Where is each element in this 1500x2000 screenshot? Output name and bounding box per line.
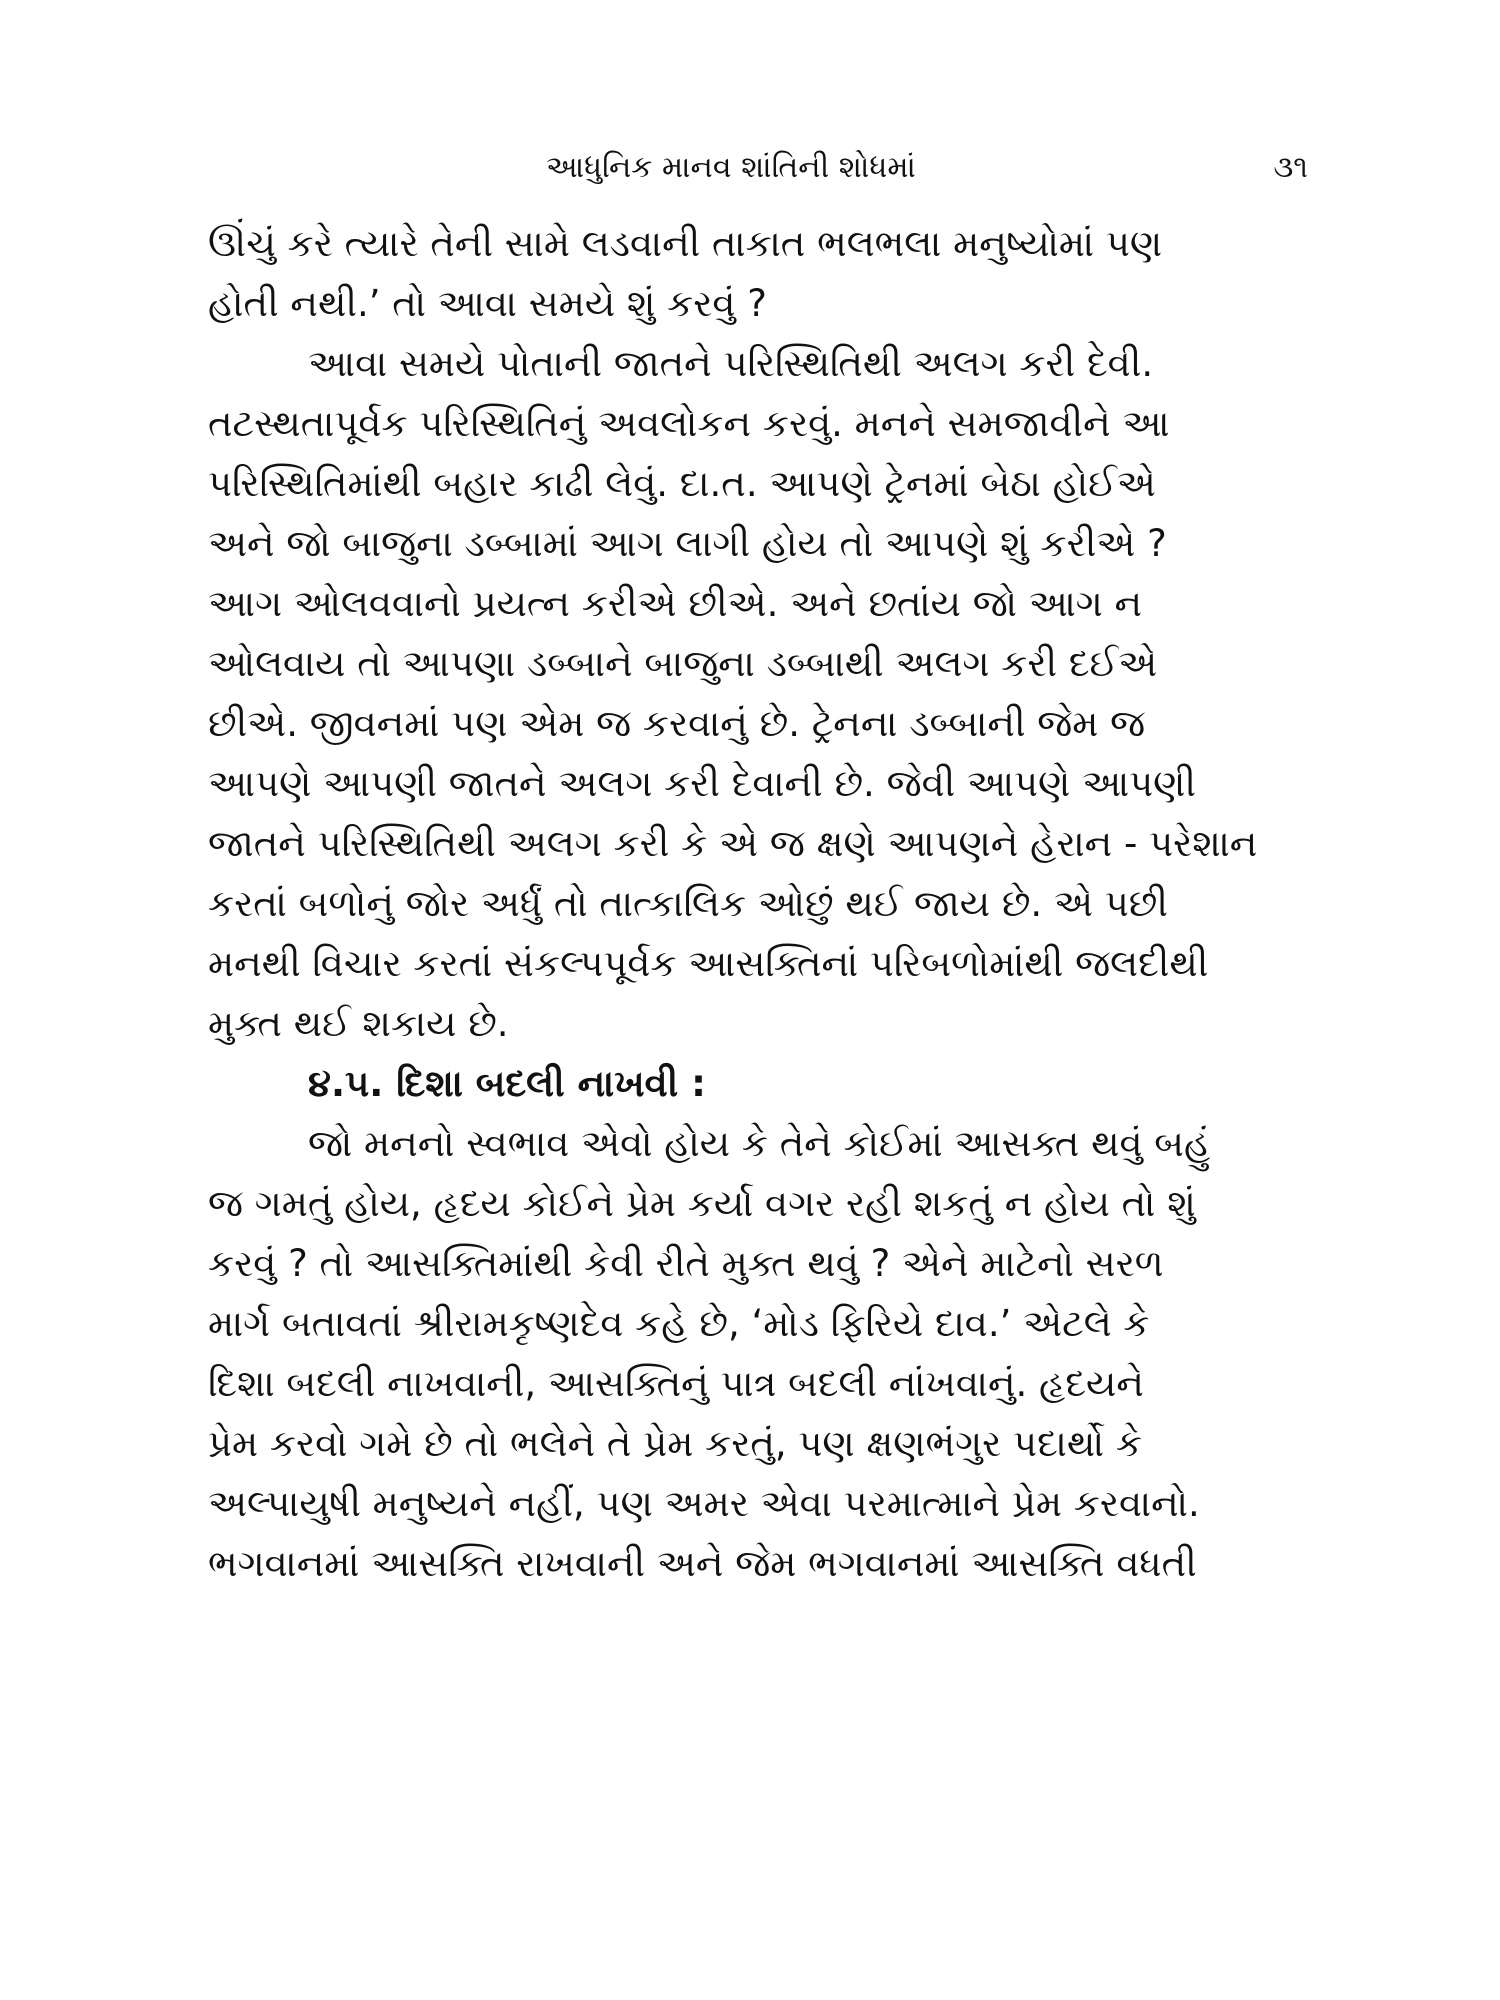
text-line: ભગવાનમાં આસક્તિ રાખવાની અને જેમ ભગવાનમાં આસક્તિ વધતી xyxy=(208,1542,1197,1585)
text-line: જાતને પરિસ્થિતિથી અલગ કરી કે એ જ ક્ષણે આપણને હેરાન - પરેશાન xyxy=(208,822,1258,865)
text-line: હોતી નથી.’ તો આવા સમયે શું કરવું ? xyxy=(208,282,767,325)
text-line: છીએ. જીવનમાં પણ એમ જ કરવાનું છે. ટ્રેનના ડબ્બાની જેમ જ xyxy=(208,702,1146,745)
text-line: દિશા બદલી નાખવાની, આસક્તિનું પાત્ર બદલી નાંખવાનું. હૃદયને xyxy=(208,1362,1144,1405)
text-line: મુક્ત થઈ શકાય છે. xyxy=(208,1002,509,1045)
text-line: કરવું ? તો આસક્તિમાંથી કેવી રીતે મુક્ત થવું ? એને માટેનો સરળ xyxy=(208,1242,1164,1285)
text-line: ઓલવાય તો આપણા ડબ્બાને બાજુના ડબ્બાથી અલગ કરી દઈએ xyxy=(208,642,1158,685)
text-line: જ ગમતું હોય, હૃદય કોઈને પ્રેમ કર્યા વગર રહી શકતું ન હોય તો શું xyxy=(208,1182,1196,1225)
text-line: પરિસ્થિતિમાંથી બહાર કાઢી લેવું. દા.ત. આપણે ટ્રેનમાં બેઠા હોઈએ xyxy=(208,462,1156,505)
text-line: તટસ્થતાપૂર્વક પરિસ્થિતિનું અવલોકન કરવું. મનને સમજાવીને આ xyxy=(208,402,1170,445)
text-line: પ્રેમ કરવો ગમે છે તો ભલેને તે પ્રેમ કરતું, પણ ક્ષણભંગુર પદાર્થો કે xyxy=(208,1422,1142,1465)
section-heading: ૪.૫. દિશા બદલી નાખવી : xyxy=(308,1062,706,1105)
text-line: મનથી વિચાર કરતાં સંકલ્પપૂર્વક આસક્તિનાં પરિબળોમાંથી જલદીથી xyxy=(208,942,1209,985)
text-line: કરતાં બળોનું જોર અર્ધું તો તાત્કાલિક ઓછું થઈ જાય છે. એ પછી xyxy=(208,882,1168,925)
text-line: અને જો બાજુના ડબ્બામાં આગ લાગી હોય તો આપણે શું કરીએ ? xyxy=(208,522,1167,565)
text-line: માર્ગ બતાવતાં શ્રીરામકૃષ્ણદેવ કહે છે, ‘મોડ ફિરિયે દાવ.’ એટલે કે xyxy=(208,1302,1150,1345)
page-number: ૩૧ xyxy=(1273,150,1308,185)
running-title: આધુનિક માનવ શાંતિની શોધમાં xyxy=(546,150,916,185)
body-text xyxy=(208,214,1308,1594)
text-line: આગ ઓલવવાનો પ્રયત્ન કરીએ છીએ. અને છતાંય જો આગ ન xyxy=(208,582,1143,625)
paragraph-start-line: આવા સમયે પોતાની જાતને પરિસ્થિતિથી અલગ કરી દેવી. xyxy=(308,342,1154,385)
text-line: આપણે આપણી જાતને અલગ કરી દેવાની છે. જેવી આપણે આપણી xyxy=(208,762,1196,805)
page-header xyxy=(208,144,1308,204)
text-line: અલ્પાયુષી મનુષ્યને નહીં, પણ અમર એવા પરમાત્માને પ્રેમ કરવાનો. xyxy=(208,1482,1200,1525)
text-line: ઊંચું કરે ત્યારે તેની સામે લડવાની તાકાત ભલભલા મનુષ્યોમાં પણ xyxy=(208,222,1163,265)
paragraph-start-line: જો મનનો સ્વભાવ એવો હોય કે તેને કોઈમાં આસક્ત થવું બહું xyxy=(308,1122,1211,1165)
